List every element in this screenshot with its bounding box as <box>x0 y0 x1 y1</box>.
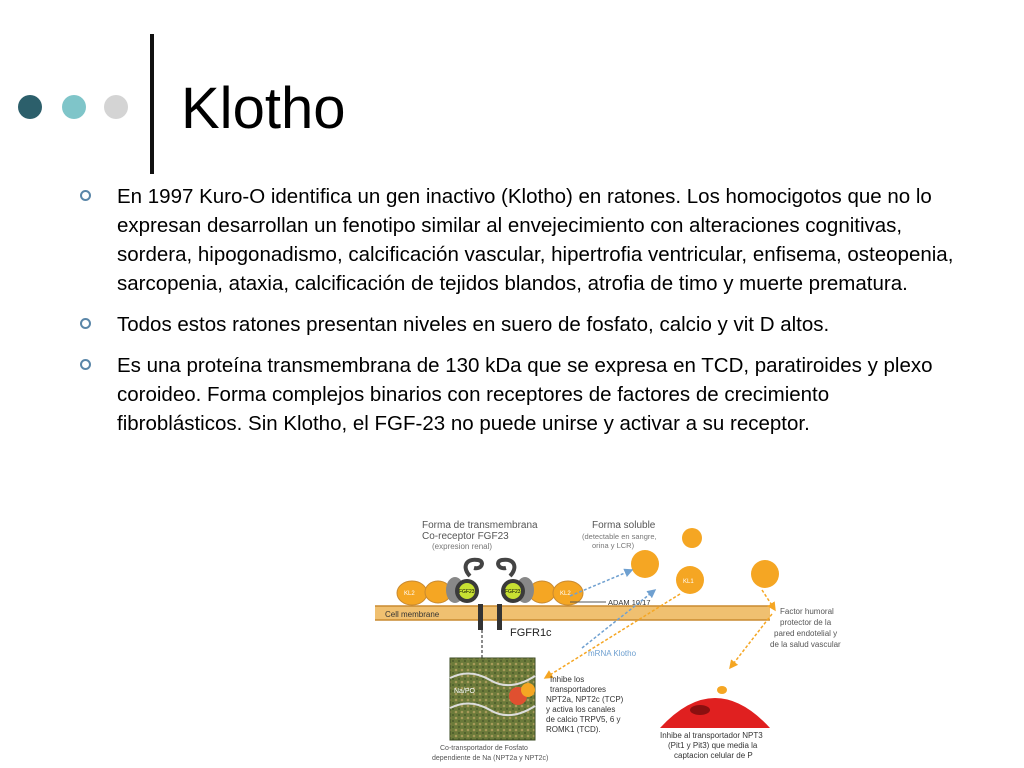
adam-label: ADAM 10/17 <box>608 598 651 607</box>
label-transmembrane-3: (expresion renal) <box>432 542 493 551</box>
bullet-text: Es una proteína transmembrana de 130 kDa que se expresa en TCD, paratiroides y plexo coroideo. Forma complejos binarios con receptores de factores de crecimiento fibroblásticos. Sin Klotho, el FGF-23 no puede unirse y activar a su receptor. <box>117 354 933 435</box>
fgfr-label: FGFR1c <box>510 627 552 639</box>
kl2-label-right: KL2 <box>560 591 571 597</box>
arrow-to-endothelium <box>730 614 772 668</box>
label-transmembrane-2: Co-receptor FGF23 <box>422 531 509 542</box>
fgf23-label-2: FGF23 <box>505 589 521 595</box>
inhibe-line-1: Inhibe los <box>550 675 585 684</box>
endothelial-cell <box>660 698 770 728</box>
fgfr-hook-right <box>498 560 514 576</box>
inhibe-line-5: de calcio TRPV5, 6 y <box>546 715 621 724</box>
cell-membrane-label: Cell membrane <box>385 610 440 619</box>
npt3-line-2: (Pit1 y Pit3) que media la <box>668 741 758 750</box>
factor-line-1: Factor humoral <box>780 607 834 616</box>
endothelial-nucleus <box>690 705 710 715</box>
bullet-item <box>80 310 960 339</box>
bullet-list <box>80 182 960 450</box>
label-soluble-3: orina y LCR) <box>592 541 635 550</box>
bullet-text: Todos estos ratones presentan niveles en suero de fosfato, calcio y vit D altos. <box>117 313 830 336</box>
endothelial-receptor <box>717 686 727 694</box>
soluble-klotho-1 <box>631 550 659 578</box>
npt3-line-3: captacion celular de P <box>674 751 753 760</box>
soluble-klotho-3 <box>682 528 702 548</box>
bullet-icon <box>80 318 91 329</box>
inhibe-line-3: NPT2a, NPT2c (TCP) <box>546 695 624 704</box>
arrow-to-soluble <box>570 570 632 596</box>
co-transporter-line-1: Co-transportador de Fosfato <box>440 745 528 752</box>
co-transporter-line-2: dependiente de Na (NPT2a y NPT2c) <box>432 755 549 762</box>
inhibe-line-4: y activa los canales <box>546 705 616 714</box>
label-soluble-1: Forma soluble <box>592 520 656 531</box>
bullet-text: En 1997 Kuro-O identifica un gen inactivo (Klotho) en ratones. Los homocigotos que no lo expresan desarrollan un fenotipo similar al envejecimiento con alteraciones cognitivas, sordera, hipogonadismo, calcificación vascular, hipertrofia ventricular, enfisema, osteopenia, sarcopenia, ataxia, calcificación de tejidos blandos, atrofia de timo y muerte prematura. <box>117 185 954 295</box>
label-soluble-2: (detectable en sangre, <box>582 532 657 541</box>
kl1-soluble-label: KL1 <box>683 579 694 585</box>
title-divider <box>150 34 154 174</box>
bullet-item <box>80 351 960 438</box>
soluble-klotho-4 <box>751 560 779 588</box>
fgf23-label-1: FGF23 <box>459 589 475 595</box>
napo-label: Na/PO <box>454 688 476 695</box>
inhibe-line-6: ROMK1 (TCD). <box>546 725 601 734</box>
bullet-icon <box>80 190 91 201</box>
klotho-figure <box>370 518 890 768</box>
fgfr-hook-left <box>466 560 482 576</box>
dot-teal <box>62 95 86 119</box>
factor-line-2: protector de la <box>780 618 832 627</box>
slide-title: Klotho <box>181 76 346 141</box>
dot-gray <box>104 95 128 119</box>
label-transmembrane-1: Forma de transmembrana <box>422 520 538 531</box>
factor-line-3: pared endotelial y <box>774 629 838 638</box>
bullet-icon <box>80 359 91 370</box>
transporter-ball-2 <box>521 683 535 697</box>
bullet-item <box>80 182 960 298</box>
fgfr-stalk-left <box>478 604 483 630</box>
npt3-line-1: Inhibe al transportador NPT3 <box>660 731 763 740</box>
mrna-label: mRNA Klotho <box>588 649 637 658</box>
dot-dark <box>18 95 42 119</box>
fgfr-stalk-right <box>497 604 502 630</box>
factor-line-4: de la salud vascular <box>770 640 841 649</box>
kl2-label-left: KL2 <box>404 591 415 597</box>
inhibe-line-2: transportadores <box>550 685 607 694</box>
